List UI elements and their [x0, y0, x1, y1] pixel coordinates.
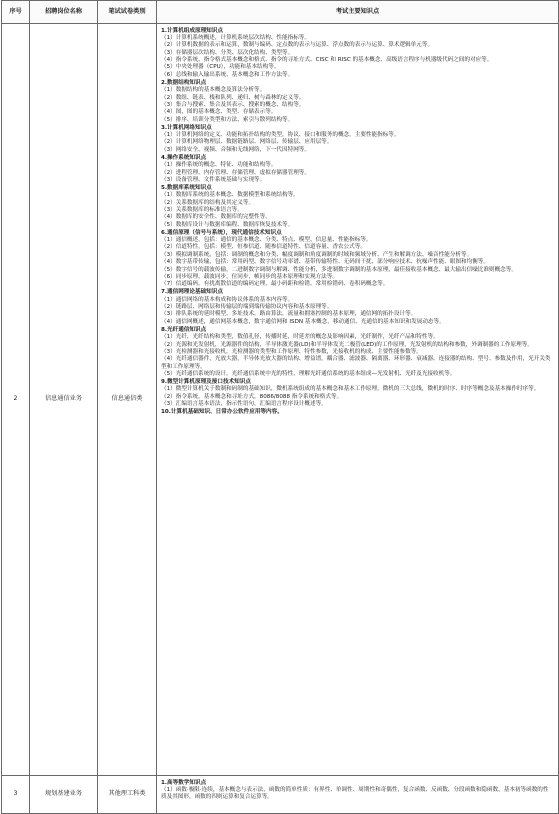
knowledge-section-title: 4.操作系统知识点: [161, 154, 207, 161]
knowledge-section-title: 2.数据结构知识点: [161, 79, 207, 86]
knowledge-point-item: （2）指令系统，基本概念和寻址方式，8086/8088 指令系统和格式等。: [161, 393, 343, 400]
knowledge-point-item: （1）通信网络的基本构成和协议体系的基本内容等。: [161, 296, 294, 303]
knowledge-point-item: （3）光检测器和光接收机，光检测器的类型和工作原理、特性参数，光接收机的构成、主要性能参数等。: [161, 348, 422, 355]
knowledge-point-item: （6）总线和输入输出系统、基本概念和工作方法等。: [161, 71, 294, 78]
knowledge-point-item: （2）信道特性，包括：模型、恒参信道、随参信道特性、信道容量、香农公式等。: [161, 244, 366, 251]
knowledge-point-item: （1）微型计算机关于数制和码制的基础知识，微机系统组成的基本概念和基本工作原理，微机的三大总线，微机的时序、时序等概念及基本操作时序等。: [161, 386, 540, 393]
knowledge-point-item: （5）排序、培训分类型和方法、索引与散列结构等。: [161, 116, 294, 123]
knowledge-point-item: （4）指令系统、指令格式基本概念和格式、指令的寻址方式、CISC 和 RISC 的基本概念、高级语言程序与机器级代码之间的对应等。: [161, 57, 493, 64]
knowledge-point-item: （1）操作系统的概念、特征、功能和结构等。: [161, 162, 277, 169]
table-row: [2, 24, 559, 776]
knowledge-point-item: （5）中央处理器（CPU），功能和基本结构等。: [161, 64, 280, 71]
knowledge-point-item: （7）信道编码，有扰离散信道的编码定理，最小码距和检错、常用检错码、卷积码概念等。: [161, 281, 389, 288]
knowledge-point-item: （3）模拟调制系统，包括：调制的概念和分类、幅度调制和角度调制的时域和频域分析、产生和解调方法、噪音性能分析等。: [161, 251, 473, 258]
knowledge-point-item: （2）光源和光发射机，光源器件的结构，半导体激光器(LD)和半导体发光二极管(LED)的工作原理，光发射机的结构和参数，外调制器的工作原理等。: [161, 341, 533, 348]
knowledge-section-title: 9.微型计算机原理及接口技术知识点: [161, 378, 251, 385]
knowledge-section-title: 8.光纤通信知识点: [161, 326, 207, 333]
knowledge-point-item: （2）数组、链表、栈和队列、递归、树与森林的定义等。: [161, 94, 305, 101]
knowledge-section-title: 6.通信原理（信号与系统），现代通信技术知识点: [161, 229, 282, 236]
knowledge-point-item: （4）数字基带传输，包括：常用码型、数字信号功率谱、基带传输特性、无码间干扰、部分响应技术、抗噪声性能、眼图和均衡等。: [161, 259, 489, 266]
knowledge-point-item: （2）计算机网络物理层、数据链路层、网络层、传输层、应用层等。: [161, 139, 333, 146]
knowledge-point-item: （3）集合与搜索、集合及其表示、搜索的概念、结构等。: [161, 101, 305, 108]
knowledge-point-item: （1）计算机网络的定义、功能和拓扑结构的类型，协议、接口和服务的概念，主要性能指标等。: [161, 132, 400, 139]
row-knowledge-points: [157, 776, 559, 814]
knowledge-point-item: （3）网络安全、视频、音频和无线网络，下一代因特网等。: [161, 146, 310, 153]
table-header-row: [2, 1, 559, 24]
row-post-name: 规划基建业务: [30, 776, 98, 814]
knowledge-section-title: 5.数据库系统知识点: [161, 184, 212, 191]
knowledge-section-title: 3.计算机网络知识点: [161, 124, 212, 131]
knowledge-point-item: （2）关系数据库的结构及其定义等。: [161, 199, 255, 206]
knowledge-point-item: （5）光纤通信系统的设计，光纤通信系统中光的特性，理解光纤通信系统的基本组成—光发射机、光纤及光接收机等。: [161, 371, 456, 377]
knowledge-point-item: （2）链路层、网络层和传输层的端到端传输协议内容和基本原理等。: [161, 304, 333, 311]
row-knowledge-points: [157, 24, 559, 776]
knowledge-section-title: 1.计算机组成原理知识点: [161, 27, 223, 34]
knowledge-section-title: 10.计算机基础知识、日常办公软件应用等内容。: [161, 409, 283, 416]
table-row: [2, 776, 559, 814]
row-post-name: 信息通信业务: [30, 24, 98, 776]
knowledge-point-item: （1）数据库系统的基本概念、数据模型和系统结构等。: [161, 192, 299, 199]
knowledge-point-item: （3）关系数据库的标准语言等。: [161, 206, 243, 213]
knowledge-section-title: 7.通信网理论基础知识点: [161, 289, 223, 296]
knowledge-point-item: （3）排队系统的延时模型，多址技术，路由算法，流量和拥塞控制的基本原理，通信网的拓扑设计等。: [161, 311, 417, 318]
knowledge-point-item: （1）通信概述，包括：通信的基本概念、分类、特点、模型、信息量、性能指标等。: [161, 237, 372, 244]
knowledge-point-item: （2）进程管理、内存管理、存储管理、虚拟存储器管理等。: [161, 169, 310, 176]
knowledge-point-item: （4）数据库的安全性、数据库的完整性等。: [161, 214, 271, 221]
knowledge-point-item: （1）数据结构的基本概念及算法分析等。: [161, 87, 266, 94]
knowledge-point-item: （1）光纤，光纤结构和类型，数值孔径，传播时延，时延差的概念及影响因素，光纤制作，光纤产品和特性等。: [161, 334, 439, 341]
knowledge-point-item: （3）汇编语言基本语法，指示性语句，汇编语言程序设计概述等。: [161, 401, 327, 408]
knowledge-point-item: （1）函数·极限·连续，基本概念与表示法，函数的简单性质：有界性、单调性、周期性和奇偶性，复合函数、反函数、分段函数和隐函数，基本初等函数的性质及其图形，函数的四则运算和复合运算等。: [161, 786, 549, 801]
knowledge-point-item: （5）数据库设计与数据库编程、数据库恢复技术等。: [161, 221, 294, 228]
knowledge-point-item: （6）同步原理，载波同步，位同步，帧同步的基本原理和实现方法等。: [161, 273, 338, 280]
header-post-name: 招聘岗位名称: [30, 1, 98, 24]
row-serial-number: 3: [2, 776, 30, 814]
header-knowledge-points: 考试主要知识点: [157, 1, 559, 24]
knowledge-point-item: （4）图，图的基本概念、类型、存储表示等。: [161, 109, 277, 116]
knowledge-section-title: 1.高等数学知识点: [161, 779, 207, 786]
exam-syllabus-table: [1, 0, 559, 814]
knowledge-point-item: （2）计算机数据的表示和运算，数制与编码、定点数的表示与运算、浮点数的表示与运算、算术逻辑单元等。: [161, 42, 434, 49]
row-serial-number: 2: [2, 24, 30, 776]
row-exam-category: 信息通信类: [98, 24, 157, 776]
knowledge-point-item: （4）通信网概述，通信网基本概念，数字通信网和 ISDN 基本概念，移动通信、光通信的基本知识和发展动态等。: [161, 318, 445, 325]
knowledge-point-item: （3）存储器层次结构、分类、层次化结构、类型等。: [161, 49, 294, 56]
header-serial-number: 序号: [2, 1, 30, 24]
knowledge-point-item: （3）设备管理、文件系统基础与实现等。: [161, 176, 266, 183]
header-exam-category: 笔试试卷类别: [98, 1, 157, 24]
knowledge-point-item: （5）数字信号的载波传输，二进制数字调制与解调、性能分析，多进制数字调制的基本原理，最佳接收基本概念、最大输出信噪比准则概念等。: [161, 266, 517, 273]
knowledge-point-item: （1）计算机系统概述，计算机系统层次结构、性能指标等。: [161, 34, 310, 41]
knowledge-point-item: （4）光纤通信器件，光放大器，半导体光放大器的结构、增益谱，耦合器、滤波器、隔离器、环形器、衰减器、连接器的结构、型号、参数及作用，光开关类型和工作原理等。: [161, 356, 551, 370]
row-exam-category: 其他理工科类: [98, 776, 157, 814]
